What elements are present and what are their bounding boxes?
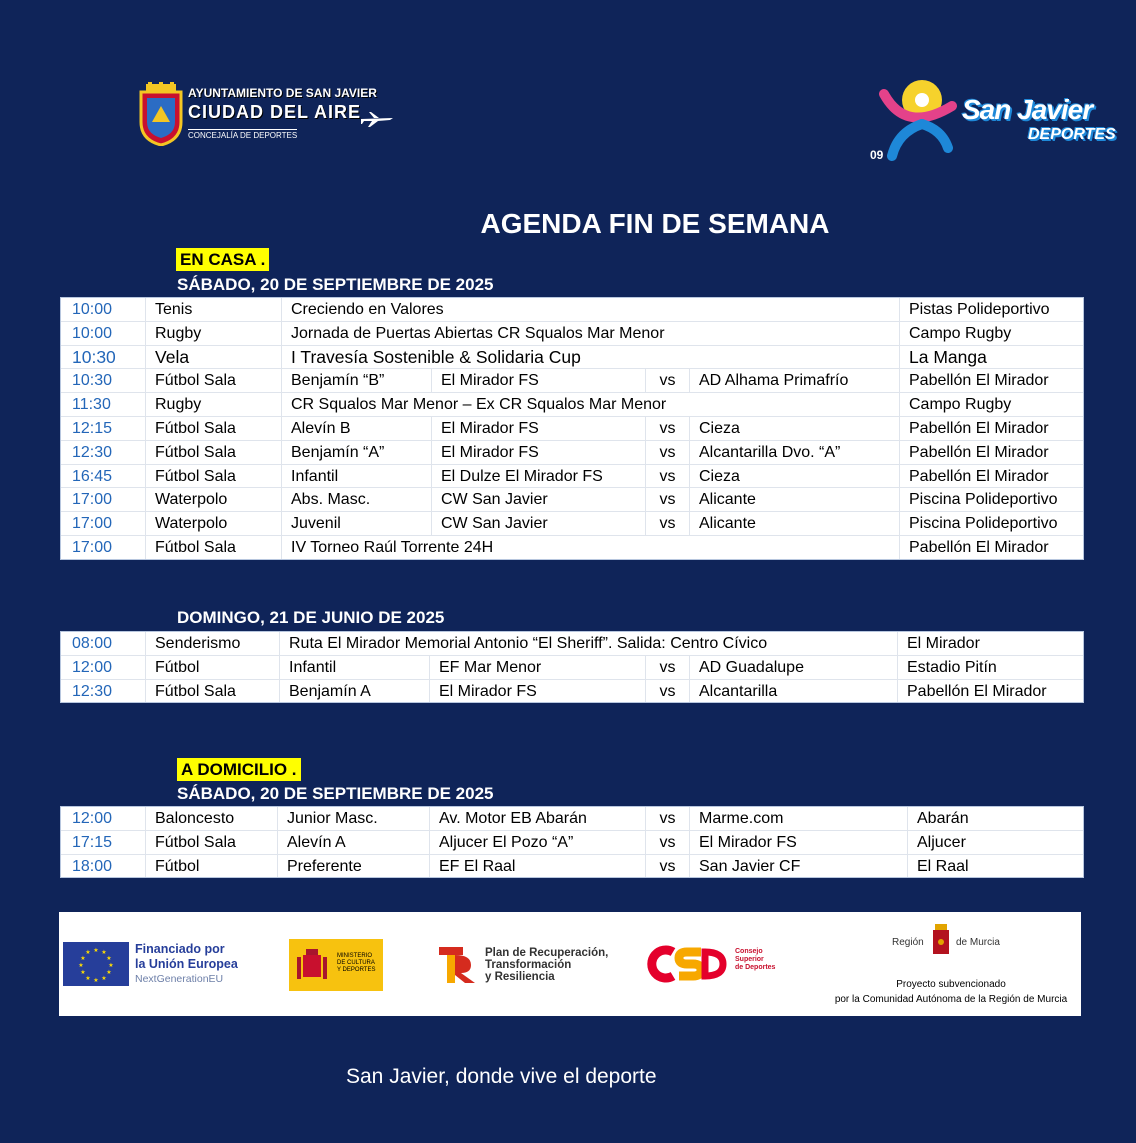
csd-name: Consejo Superior de Deportes — [735, 948, 776, 971]
murcia-subsidy-line2: por la Comunidad Autónoma de la Región de Murcia — [834, 994, 1068, 1005]
cell-time: 12:30 — [72, 682, 113, 700]
cell-place: Piscina Polideportivo — [899, 512, 1083, 535]
cell-place: Aljucer — [907, 831, 1083, 854]
svg-text:★: ★ — [78, 962, 84, 969]
cell-sport: Senderismo — [145, 632, 279, 655]
cell-cat: Benjamín “B” — [281, 369, 431, 392]
event-row — [61, 512, 1083, 536]
svg-text:★: ★ — [85, 949, 91, 956]
eu-line1: Financiado por — [135, 942, 225, 956]
event-row — [61, 369, 1083, 393]
ministry-logo — [289, 939, 383, 991]
cell-place: Abarán — [907, 807, 1083, 830]
cell-time: 16:45 — [72, 467, 113, 485]
cell-time: 12:30 — [72, 443, 113, 461]
svg-text:★: ★ — [85, 975, 91, 982]
murcia-subsidy-line1: Proyecto subvencionado — [896, 979, 1006, 990]
cell-vs: vs — [645, 512, 689, 535]
cell-away: Marme.com — [689, 807, 907, 830]
cell-place: Pabellón El Mirador — [899, 465, 1083, 488]
cell-away: Alicante — [689, 512, 899, 535]
home-sunday-table — [60, 631, 1084, 703]
airplane-icon — [360, 110, 394, 128]
away-saturday-date: SÁBADO, 20 DE SEPTIEMBRE DE 2025 — [177, 784, 494, 803]
event-row — [61, 441, 1083, 465]
cell-time: 08:00 — [72, 635, 113, 652]
ciudad-del-aire: CIUDAD DEL AIRE — [188, 102, 362, 122]
cell-cat: Infantil — [281, 465, 431, 488]
cell-sport: Rugby — [145, 322, 281, 345]
cell-time: 17:00 — [72, 491, 113, 509]
eu-line3: NextGenerationEU — [135, 973, 224, 985]
event-row — [61, 322, 1083, 346]
deportes-wordmark: DEPORTES — [1028, 126, 1116, 143]
svg-text:★: ★ — [108, 962, 114, 969]
cell-sport: Fútbol — [145, 855, 277, 878]
svg-text:★: ★ — [101, 975, 107, 982]
event-row — [61, 488, 1083, 512]
cell-away: AD Alhama Primafrío — [689, 369, 899, 392]
murcia-region-label: Región — [892, 937, 924, 948]
cell-sport: Rugby — [145, 393, 281, 416]
svg-text:★: ★ — [93, 977, 99, 984]
eu-line2: la Unión Europea — [135, 957, 238, 971]
cell-cat: Junior Masc. — [277, 807, 429, 830]
cell-time: 11:30 — [72, 396, 111, 414]
cell-home: EF Mar Menor — [429, 656, 645, 679]
event-row — [61, 680, 1083, 703]
cell-cat: Alevín B — [281, 417, 431, 440]
cell-away: Cieza — [689, 417, 899, 440]
event-row — [61, 656, 1083, 680]
cell-time: 10:30 — [72, 346, 116, 367]
cell-vs: vs — [645, 855, 689, 878]
cell-cat: IV Torneo Raúl Torrente 24H — [281, 536, 899, 559]
cell-cat: Abs. Masc. — [281, 488, 431, 511]
cell-place: Campo Rugby — [899, 322, 1083, 345]
cell-home: CW San Javier — [431, 488, 645, 511]
cell-cat: CR Squalos Mar Menor – Ex CR Squalos Mar Menor — [281, 393, 899, 416]
cell-sport: Waterpolo — [145, 488, 281, 511]
cell-home: El Mirador FS — [431, 417, 645, 440]
cell-sport: Baloncesto — [145, 807, 277, 830]
cell-place: Campo Rugby — [899, 393, 1083, 416]
svg-text:★: ★ — [101, 949, 107, 956]
cell-time: 10:30 — [72, 372, 113, 390]
eu-flag-icon — [63, 942, 129, 986]
page-title: AGENDA FIN DE SEMANA — [480, 208, 830, 239]
cell-vs: vs — [645, 369, 689, 392]
cell-place: Pabellón El Mirador — [897, 680, 1083, 703]
cell-vs: vs — [645, 656, 689, 679]
coat-of-arms-icon — [138, 82, 184, 146]
home-saturday-table — [60, 297, 1084, 560]
funders-banner — [59, 912, 1081, 1016]
svg-text:★: ★ — [106, 955, 112, 962]
murcia-name-label: de Murcia — [956, 937, 1000, 948]
event-row — [61, 831, 1083, 855]
cell-away: AD Guadalupe — [689, 656, 897, 679]
cell-place: Piscina Polideportivo — [899, 488, 1083, 511]
cell-time: 18:00 — [72, 857, 113, 875]
cell-time: 10:00 — [72, 301, 113, 318]
cell-home: El Mirador FS — [431, 441, 645, 464]
cell-time: 17:00 — [72, 538, 113, 556]
svg-text:★: ★ — [80, 969, 86, 976]
concejalia-deportes: CONCEJALÍA DE DEPORTES — [188, 131, 298, 140]
cell-cat: Preferente — [277, 855, 429, 878]
cell-cat: Infantil — [279, 656, 429, 679]
ayuntamiento-logo — [138, 82, 408, 152]
cell-sport: Waterpolo — [145, 512, 281, 535]
cell-home: Av. Motor EB Abarán — [429, 807, 645, 830]
cell-place: El Raal — [907, 855, 1083, 878]
cell-away: Alcantarilla — [689, 680, 897, 703]
cell-place: Pistas Polideportivo — [899, 298, 1083, 321]
cell-vs: vs — [645, 441, 689, 464]
eu-logo — [63, 942, 238, 991]
cell-time: 17:15 — [72, 833, 113, 851]
san-javier-wordmark: San Javier — [962, 94, 1093, 125]
cell-sport: Fútbol Sala — [145, 441, 281, 464]
csd-icon — [647, 944, 727, 984]
cell-cat: Alevín A — [277, 831, 429, 854]
cell-sport: Fútbol Sala — [145, 536, 281, 559]
cell-sport: Fútbol Sala — [145, 465, 281, 488]
cell-sport: Fútbol Sala — [145, 369, 281, 392]
away-section-tag: A DOMICILIO . — [177, 758, 301, 781]
cell-away: San Javier CF — [689, 855, 907, 878]
cell-away: Cieza — [689, 465, 899, 488]
cell-away: Alcantarilla Dvo. “A” — [689, 441, 899, 464]
prtr-icon — [437, 945, 479, 985]
cell-away: Alicante — [689, 488, 899, 511]
event-row — [61, 855, 1083, 878]
prtr-name: Plan de Recuperación, Transformación y Resiliencia — [485, 947, 609, 983]
cell-vs: vs — [645, 488, 689, 511]
cell-home: CW San Javier — [431, 512, 645, 535]
home-section-tag: EN CASA . — [176, 248, 269, 271]
cell-cat: Benjamín A — [279, 680, 429, 703]
ministry-name: MINISTERIO DE CULTURA Y DEPORTES — [337, 953, 376, 973]
spain-coat-of-arms-icon — [295, 947, 329, 983]
event-row — [61, 417, 1083, 441]
cell-sport: Tenis — [145, 298, 281, 321]
cell-place: Pabellón El Mirador — [899, 441, 1083, 464]
murcia-logo — [829, 922, 1073, 1012]
cell-vs: vs — [645, 831, 689, 854]
ayuntamiento-name: AYUNTAMIENTO DE SAN JAVIER — [188, 86, 377, 100]
cell-sport: Fútbol Sala — [145, 680, 279, 703]
cell-vs: vs — [645, 417, 689, 440]
athlete-figure-icon — [878, 76, 962, 162]
san-javier-deportes-logo — [870, 74, 1130, 164]
cell-sport: Fútbol Sala — [145, 417, 281, 440]
slogan: San Javier, donde vive el deporte — [346, 1065, 657, 1088]
svg-text:★: ★ — [80, 955, 86, 962]
event-row — [61, 536, 1083, 559]
cell-sport: Vela — [145, 346, 281, 369]
cell-cat: I Travesía Sostenible & Solidaria Cup — [281, 346, 899, 369]
cell-time: 12:15 — [72, 419, 113, 437]
event-row — [61, 632, 1083, 656]
event-row — [61, 807, 1083, 831]
cell-vs: vs — [645, 680, 689, 703]
logo-number: 09 — [870, 148, 884, 162]
svg-text:★: ★ — [106, 969, 112, 976]
murcia-coat-of-arms-icon — [929, 924, 953, 966]
cell-place: Pabellón El Mirador — [899, 536, 1083, 559]
cell-place: Pabellón El Mirador — [899, 369, 1083, 392]
away-saturday-table — [60, 806, 1084, 878]
cell-sport: Fútbol — [145, 656, 279, 679]
cell-cat: Jornada de Puertas Abiertas CR Squalos Mar Menor — [281, 322, 899, 345]
home-saturday-date: SÁBADO, 20 DE SEPTIEMBRE DE 2025 — [177, 275, 494, 294]
csd-logo — [647, 944, 776, 989]
cell-home: El Mirador FS — [429, 680, 645, 703]
cell-cat: Ruta El Mirador Memorial Antonio “El Sheriff”. Salida: Centro Cívico — [279, 632, 897, 655]
cell-time: 17:00 — [72, 515, 113, 533]
cell-home: El Mirador FS — [431, 369, 645, 392]
cell-place: Estadio Pitín — [897, 656, 1083, 679]
cell-away: El Mirador FS — [689, 831, 907, 854]
home-sunday-date: DOMINGO, 21 DE JUNIO DE 2025 — [177, 608, 445, 627]
cell-place: Pabellón El Mirador — [899, 417, 1083, 440]
cell-home: EF El Raal — [429, 855, 645, 878]
event-row — [61, 298, 1083, 322]
cell-time: 12:00 — [72, 658, 113, 676]
cell-time: 10:00 — [72, 324, 113, 342]
svg-text:★: ★ — [93, 947, 99, 954]
event-row — [61, 465, 1083, 489]
cell-time: 12:00 — [72, 810, 113, 827]
cell-cat: Creciendo en Valores — [281, 298, 899, 321]
cell-sport: Fútbol Sala — [145, 831, 277, 854]
cell-home: El Dulze El Mirador FS — [431, 465, 645, 488]
cell-place: El Mirador — [897, 632, 1083, 655]
cell-place: La Manga — [899, 346, 1083, 369]
cell-home: Aljucer El Pozo “A” — [429, 831, 645, 854]
event-row — [61, 393, 1083, 417]
cell-cat: Benjamín “A” — [281, 441, 431, 464]
cell-vs: vs — [645, 807, 689, 830]
cell-cat: Juvenil — [281, 512, 431, 535]
event-row — [61, 346, 1083, 370]
cell-vs: vs — [645, 465, 689, 488]
prtr-logo — [437, 945, 609, 990]
